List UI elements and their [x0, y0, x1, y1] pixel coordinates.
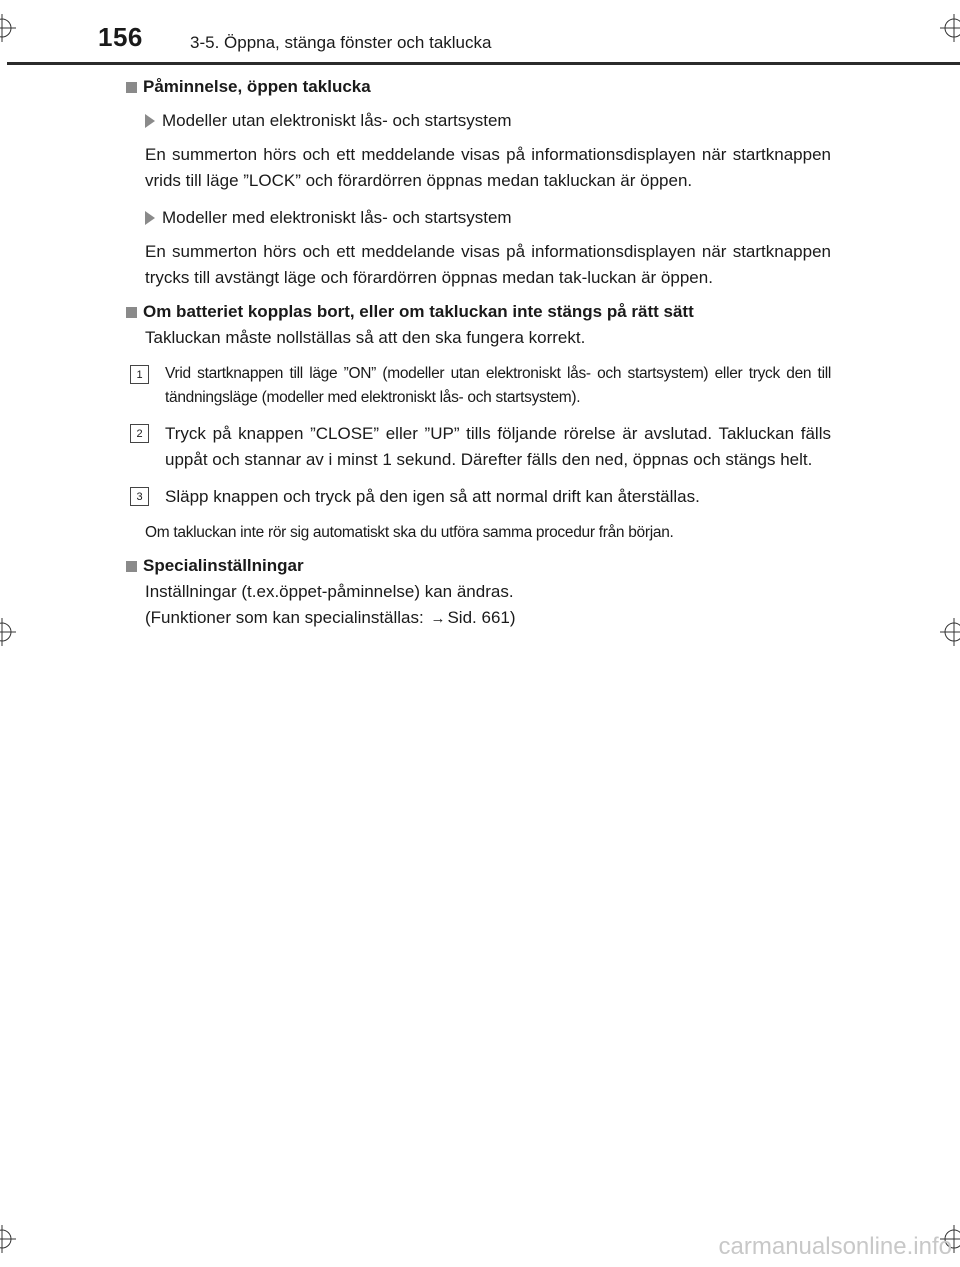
step-text: Tryck på knappen ”CLOSE” eller ”UP” tills följande rörelse är avslutad. Takluckan fälls uppåt och stannar av i minst 1 sekund. Därefter fälls den ned, öppnas och stängs helt. — [165, 424, 831, 469]
heading-battery-disconnect — [126, 299, 831, 325]
step-number-badge: 1 — [130, 365, 149, 384]
watermark: carmanualsonline.info — [718, 1233, 952, 1260]
square-bullet-icon — [126, 561, 137, 572]
header-rule — [7, 62, 960, 65]
page-number: 156 — [98, 22, 143, 52]
subheading-text: Modeller med elektroniskt lås- och startsystem — [162, 208, 512, 227]
square-bullet-icon — [126, 307, 137, 318]
reference-prefix: (Funktioner som kan specialinställas: — [145, 608, 429, 627]
heading-customization — [126, 553, 831, 579]
note: Om takluckan inte rör sig automatiskt ska du utföra samma procedur från början. — [145, 524, 674, 541]
triangle-bullet-icon — [145, 114, 155, 128]
page-content — [126, 74, 831, 632]
step-number-badge: 3 — [130, 487, 149, 506]
heading-sunroof-reminder — [126, 74, 831, 100]
crop-mark-top-left — [0, 14, 16, 42]
heading-text: Specialinställningar — [143, 556, 304, 575]
step-text: Vrid startknappen till läge ”ON” (modeller utan elektroniskt lås- och startsystem) eller tryck den till tändningsläge (modeller med elektroniskt lås- och startsystem). — [165, 365, 831, 406]
crop-mark-bottom-left — [0, 1225, 16, 1253]
crop-mark-mid-left — [0, 618, 16, 646]
subheading-text: Modeller utan elektroniskt lås- och startsystem — [162, 111, 512, 130]
paragraph: Inställningar (t.ex.öppet-påminnelse) kan ändras. — [145, 582, 514, 601]
step-number-badge: 2 — [130, 424, 149, 443]
crop-mark-mid-right — [940, 618, 960, 646]
page-reference-link[interactable]: Sid. 661) — [447, 608, 516, 627]
heading-text: Påminnelse, öppen taklucka — [143, 77, 371, 96]
step-text: Släpp knappen och tryck på den igen så att normal drift kan återställas. — [165, 487, 700, 506]
step-3 — [130, 484, 831, 510]
step-2 — [130, 421, 831, 473]
heading-text: Om batteriet kopplas bort, eller om takluckan inte stängs på rätt sätt — [143, 302, 694, 321]
paragraph: En summerton hörs och ett meddelande visas på informationsdisplayen när startknappen trycks till avstängt läge och förardörren öppnas medan tak-luckan är öppen. — [145, 242, 831, 287]
paragraph: En summerton hörs och ett meddelande visas på informationsdisplayen när startknappen vrids till läge ”LOCK” och förardörren öppnas medan takluckan är öppen. — [145, 145, 831, 190]
square-bullet-icon — [126, 82, 137, 93]
page-header — [98, 22, 960, 58]
triangle-bullet-icon — [145, 211, 155, 225]
subheading-with-smart-key — [145, 205, 831, 231]
paragraph-reference — [145, 605, 831, 632]
section-title: 3-5. Öppna, stänga fönster och taklucka — [190, 33, 492, 52]
subheading-without-smart-key — [145, 108, 831, 134]
step-1 — [130, 362, 831, 410]
arrow-right-icon: → — [430, 610, 446, 627]
paragraph: Takluckan måste nollställas så att den ska fungera korrekt. — [145, 328, 586, 347]
